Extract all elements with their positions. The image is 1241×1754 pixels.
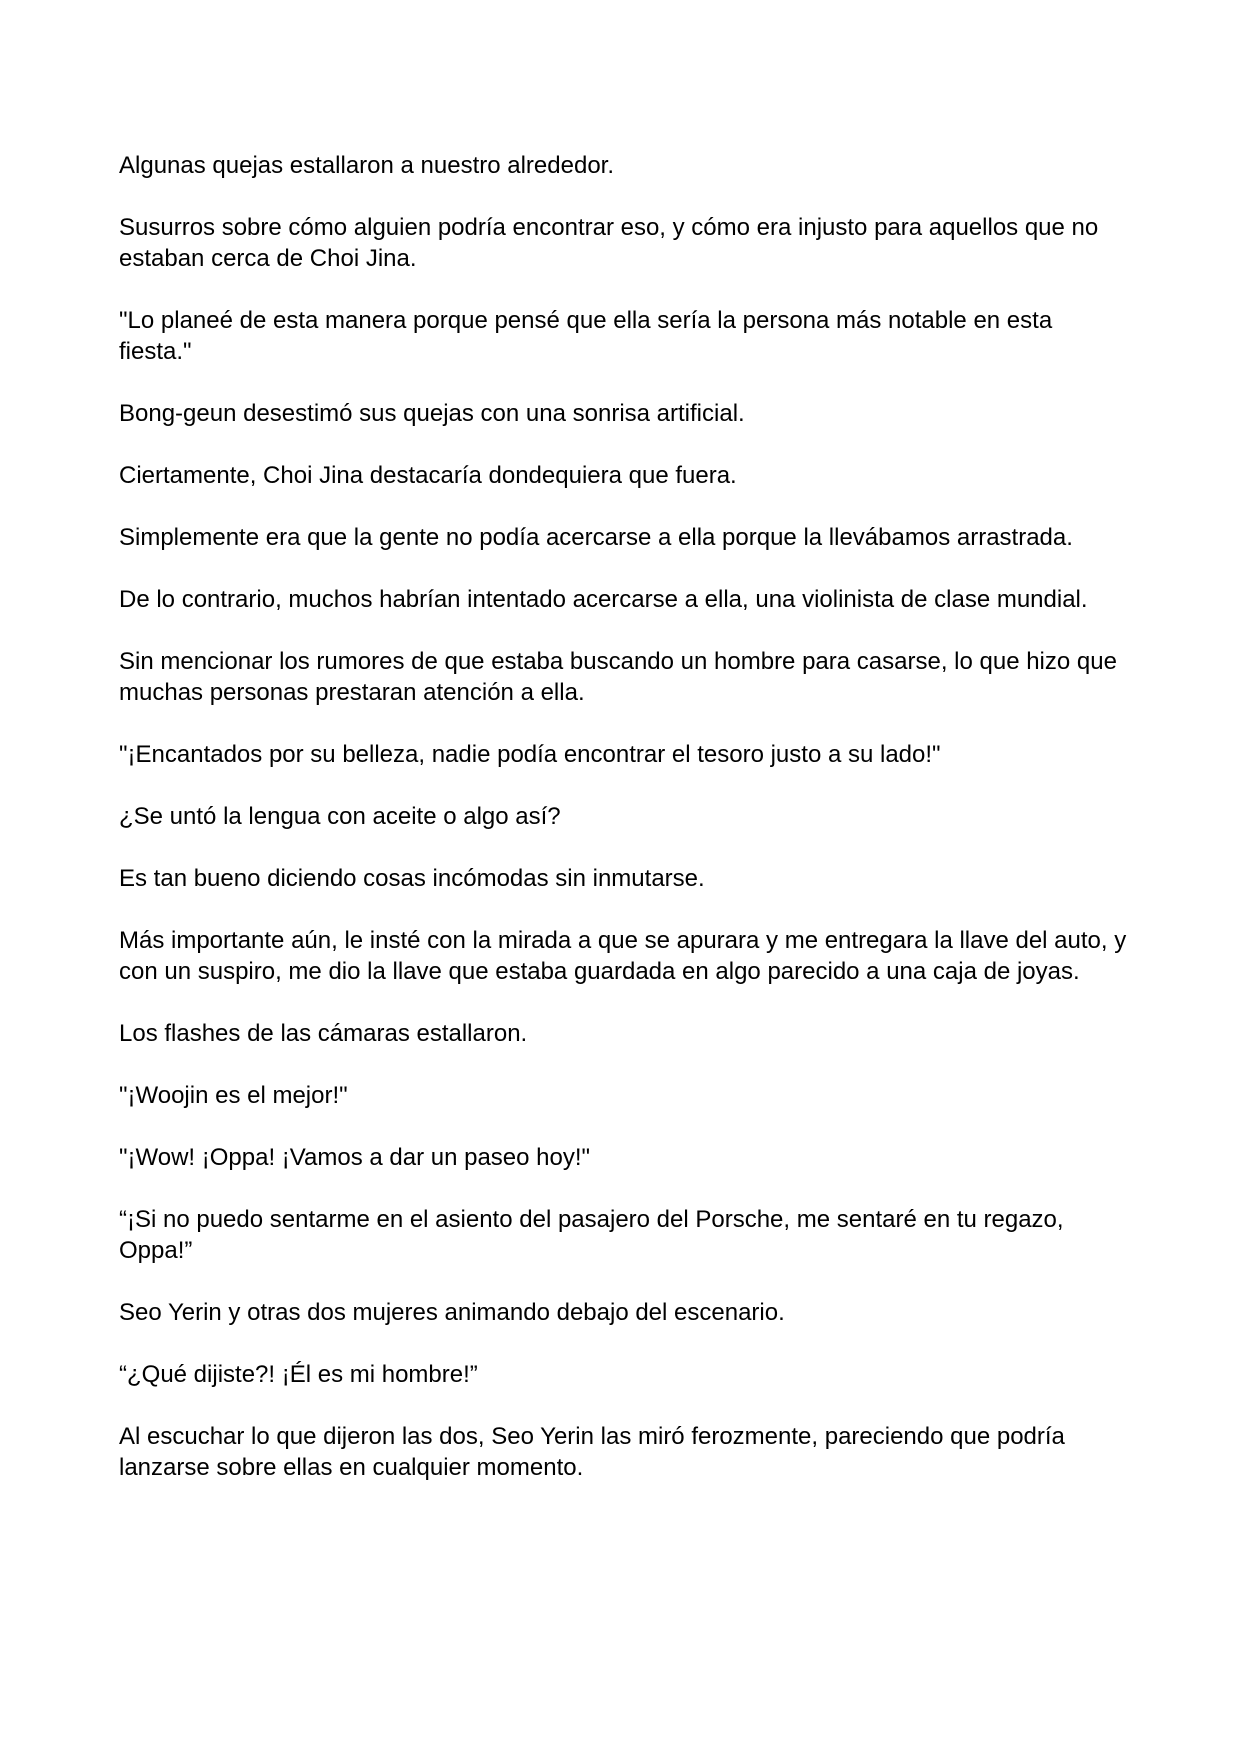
paragraph: "¡Woojin es el mejor!" <box>119 1082 348 1109</box>
paragraph: Más importante aún, le insté con la mirada a que se apurara y me entregara la llave del auto, y con un suspiro, me dio la llave que estaba guardada en algo parecido a una caja de joyas. <box>119 927 1127 985</box>
paragraph: "¡Encantados por su belleza, nadie podía encontrar el tesoro justo a su lado!" <box>119 741 941 768</box>
document-body <box>119 150 1129 1483</box>
paragraph: Sin mencionar los rumores de que estaba buscando un hombre para casarse, lo que hizo que muchas personas prestaran atención a ella. <box>119 648 1117 706</box>
paragraph: Susurros sobre cómo alguien podría encontrar eso, y cómo era injusto para aquellos que no estaban cerca de Choi Jina. <box>119 214 1099 272</box>
paragraph: Ciertamente, Choi Jina destacaría dondequiera que fuera. <box>119 462 737 489</box>
paragraph: De lo contrario, muchos habrían intentado acercarse a ella, una violinista de clase mundial. <box>119 586 1088 613</box>
paragraph: Bong-geun desestimó sus quejas con una sonrisa artificial. <box>119 400 745 427</box>
paragraph: "Lo planeé de esta manera porque pensé que ella sería la persona más notable en esta fiesta." <box>119 307 1053 365</box>
paragraph: "¡Wow! ¡Oppa! ¡Vamos a dar un paseo hoy!" <box>119 1144 591 1171</box>
paragraph: ¿Se untó la lengua con aceite o algo así? <box>119 803 561 830</box>
paragraph: Simplemente era que la gente no podía acercarse a ella porque la llevábamos arrastrada. <box>119 524 1073 551</box>
paragraph: Algunas quejas estallaron a nuestro alrededor. <box>119 152 614 179</box>
paragraph: Al escuchar lo que dijeron las dos, Seo Yerin las miró ferozmente, pareciendo que podría lanzarse sobre ellas en cualquier momento. <box>119 1423 1065 1481</box>
paragraph: Seo Yerin y otras dos mujeres animando debajo del escenario. <box>119 1299 785 1326</box>
paragraph: Los flashes de las cámaras estallaron. <box>119 1020 528 1047</box>
paragraph: “¿Qué dijiste?! ¡Él es mi hombre!” <box>119 1361 478 1388</box>
paragraph: Es tan bueno diciendo cosas incómodas sin inmutarse. <box>119 865 705 892</box>
paragraph: “¡Si no puedo sentarme en el asiento del pasajero del Porsche, me sentaré en tu regazo, Oppa!” <box>119 1206 1064 1264</box>
